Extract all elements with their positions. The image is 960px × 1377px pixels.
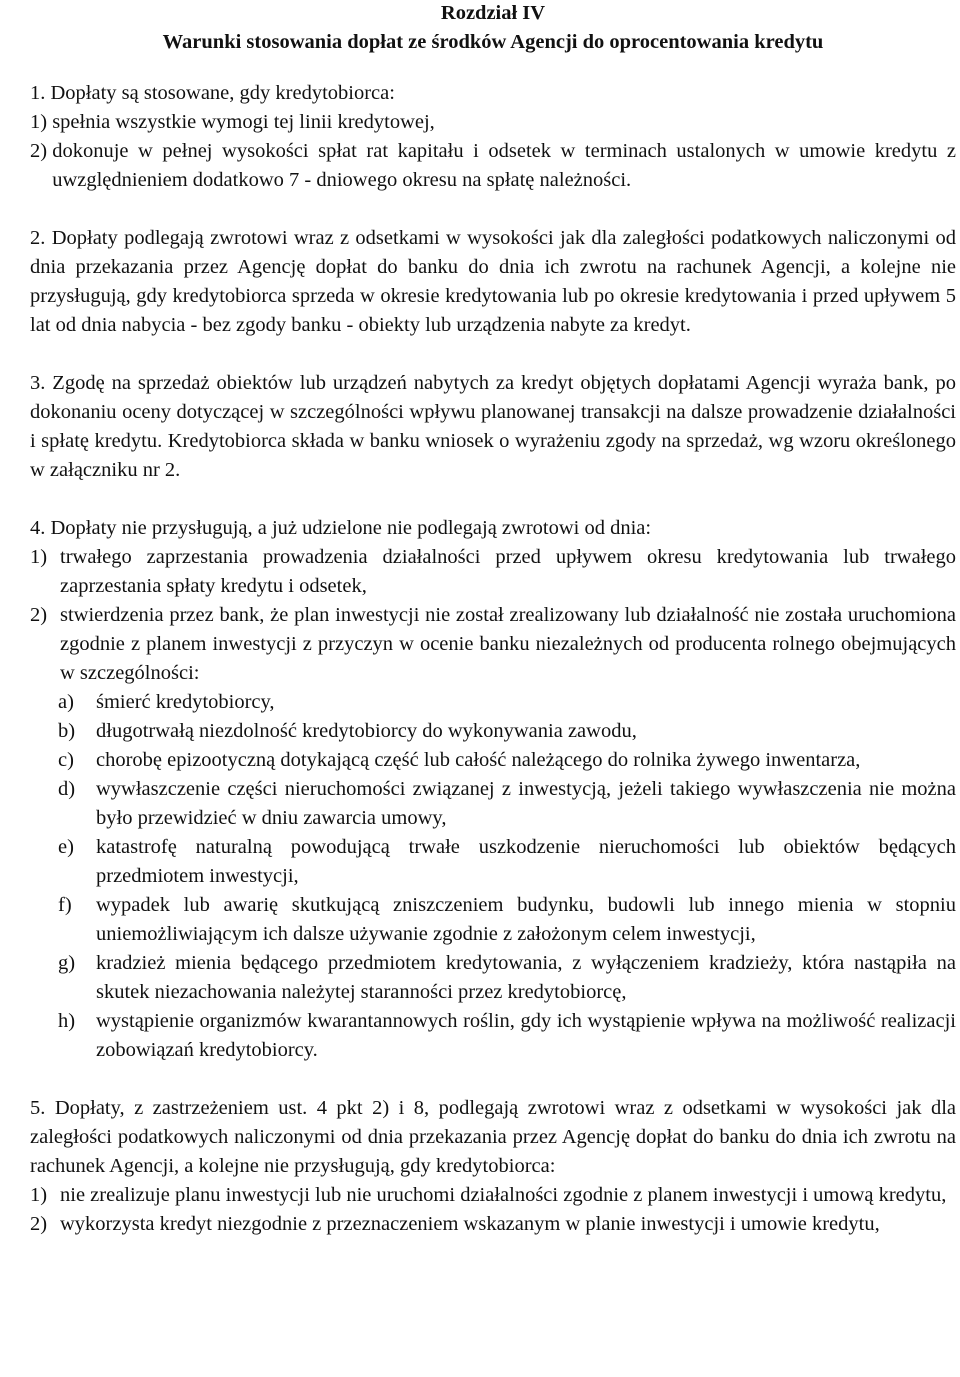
section-4-lead: 4. Dopłaty nie przysługują, a już udzielone nie podlegają zwrotowi od dnia: [30, 517, 652, 539]
letter-label: f) [58, 894, 72, 916]
letter-label: e) [58, 836, 74, 858]
section-1-item-1 [30, 108, 956, 137]
item-label: 2) [30, 1213, 53, 1235]
section-4-letter-h [58, 1007, 956, 1065]
section-5-item-1 [30, 1181, 956, 1210]
chapter-title: Warunki stosowania dopłat ze środków Agencji do oprocentowania kredytu [162, 31, 824, 53]
item-text: spełnia wszystkie wymogi tej linii kredytowej, [52, 111, 435, 133]
section-5-item-2 [30, 1210, 956, 1239]
letter-text: chorobę epizootyczną dotykającą część lub całość należącego do rolnika żywego inwentarza, [96, 749, 861, 771]
letter-text: wystąpienie organizmów kwarantannowych roślin, gdy ich wystąpienie wpływa na możliwość realizacji zobowiązań kredytobiorcy. [96, 1010, 956, 1061]
item-text: stwierdzenia przez bank, że plan inwestycji nie został zrealizowany lub działalność nie została uruchomiona zgodnie z planem inwestycji z przyczyn w ocenie banku niezależnych od producenta rolnego obejmujących w szczególności: [60, 604, 956, 684]
letter-label: c) [58, 749, 74, 771]
document-page [30, 0, 956, 1239]
letter-text: śmierć kredytobiorcy, [96, 691, 275, 713]
section-5 [30, 1094, 956, 1239]
section-4-letter-b [58, 717, 956, 746]
chapter-heading: Rozdział IV [440, 2, 546, 24]
letter-label: d) [58, 778, 76, 800]
section-2: 2. Dopłaty podlegają zwrotowi wraz z odsetkami w wysokości jak dla zaległości podatkowych naliczonymi od dnia przekazania przez Agencję dopłat do banku do dnia ich zwrotu na rachunek Agencji, a kolejne nie przysługują, gdy kredytobiorca sprzeda w okresie kredytowania lub po okresie kredytowania i przed upływem 5 lat od dnia nabycia - bez zgody banku - obiekty lub urządzenia nabyte za kredyt. [30, 227, 956, 336]
section-4-letter-e [58, 833, 956, 891]
section-5-lead: 5. Dopłaty, z zastrzeżeniem ust. 4 pkt 2) i 8, podlegają zwrotowi wraz z odsetkami w wysokości jak dla zaległości podatkowych naliczonymi od dnia przekazania przez Agencję dopłat do banku do dnia ich zwrotu na rachunek Agencji, a kolejne nie przysługują, gdy kredytobiorca: [30, 1097, 956, 1177]
section-4-letter-c [58, 746, 956, 775]
letter-text: wywłaszczenie części nieruchomości związanej z inwestycją, jeżeli takiego wywłaszczenia nie można było przewidzieć w dniu zawarcia umowy, [96, 778, 956, 829]
item-label: 1) [30, 546, 53, 568]
letter-text: katastrofę naturalną powodującą trwałe uszkodzenie nieruchomości lub obiektów będących przedmiotem inwestycji, [96, 836, 956, 887]
item-text: trwałego zaprzestania prowadzenia działalności przed upływem okresu kredytowania lub trwałego zaprzestania spłaty kredytu i odsetek, [60, 546, 956, 597]
letter-text: długotrwałą niezdolność kredytobiorcy do wykonywania zawodu, [96, 720, 637, 742]
section-4-letter-f [58, 891, 956, 949]
letter-label: b) [58, 720, 76, 742]
letter-label: a) [58, 691, 74, 713]
item-label: 2) [30, 604, 53, 626]
section-4-letter-g [58, 949, 956, 1007]
section-4-item-2 [30, 601, 956, 688]
section-4 [30, 514, 956, 1065]
item-label: 1) [30, 1184, 53, 1206]
section-4-item-1 [30, 543, 956, 601]
section-4-letter-d [58, 775, 956, 833]
letter-label: h) [58, 1010, 76, 1032]
item-label: 2) [30, 140, 53, 162]
section-1-lead: 1. Dopłaty są stosowane, gdy kredytobiorca: [30, 82, 395, 104]
letter-label: g) [58, 952, 76, 974]
section-1 [30, 79, 956, 195]
section-3: 3. Zgodę na sprzedaż obiektów lub urządzeń nabytych za kredyt objętych dopłatami Agencji wyraża bank, po dokonaniu oceny dotyczącej w szczególności wpływu planowanej transakcji na dalsze prowadzenie działalności i spłatę kredytu. Kredytobiorca składa w banku wniosek o wyrażeniu zgody na sprzedaż, wg wzoru określonego w załączniku nr 2. [30, 372, 956, 481]
item-text: nie zrealizuje planu inwestycji lub nie uruchomi działalności zgodnie z planem inwestycji i umową kredytu, [60, 1184, 947, 1206]
item-text: dokonuje w pełnej wysokości spłat rat kapitału i odsetek w terminach ustalonych w umowie kredytu z uwzględnieniem dodatkowo 7 - dniowego okresu na spłatę należności. [52, 140, 956, 191]
section-1-item-2 [30, 137, 956, 195]
letter-text: kradzież mienia będącego przedmiotem kredytowania, z wyłączeniem kradzieży, która nastąpiła na skutek niezachowania należytej staranności przez kredytobiorcę, [96, 952, 956, 1003]
item-label: 1) [30, 111, 53, 133]
item-text: wykorzysta kredyt niezgodnie z przeznaczeniem wskazanym w planie inwestycji i umowie kredytu, [60, 1213, 880, 1235]
section-4-letter-a [58, 688, 956, 717]
letter-text: wypadek lub awarię skutkującą zniszczeniem budynku, budowli lub innego mienia w stopniu uniemożliwiającym ich dalsze używanie zgodnie z założonym celem inwestycji, [96, 894, 956, 945]
